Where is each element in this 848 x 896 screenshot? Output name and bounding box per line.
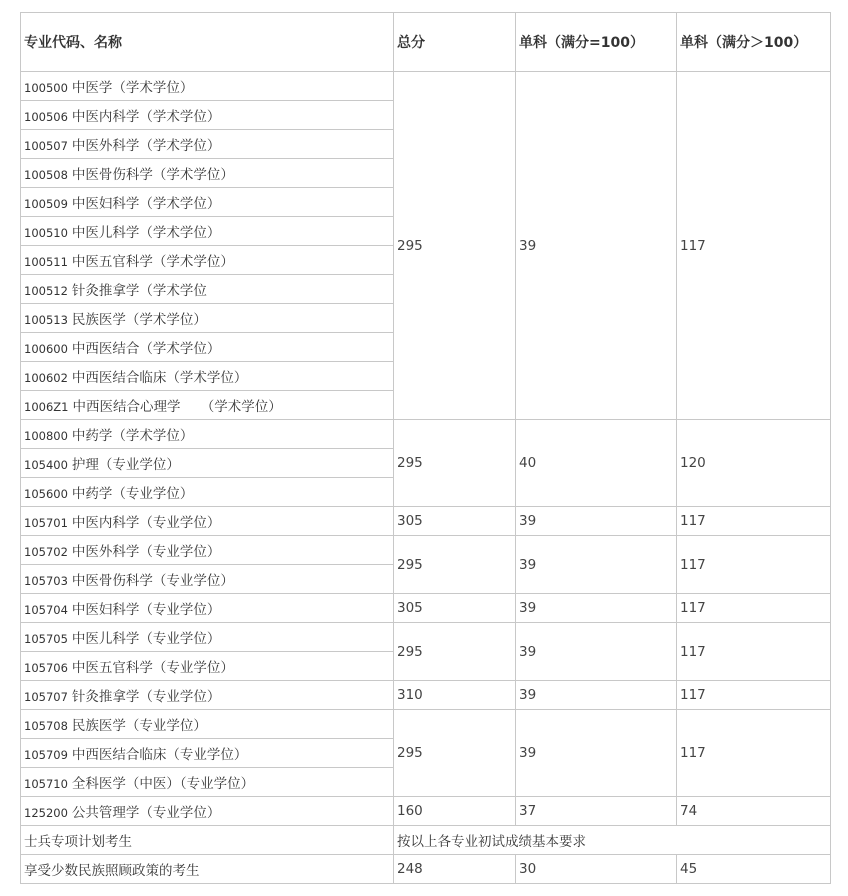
single-100-score: 39	[516, 536, 677, 594]
major-name: 公共管理学（专业学位）	[71, 805, 221, 821]
total-score: 295	[394, 536, 516, 594]
major-cell	[21, 420, 394, 449]
single-gt100-score: 117	[677, 594, 831, 623]
major-cell	[21, 797, 394, 826]
major-name: 中西医结合心理学 （学术学位）	[72, 399, 282, 415]
major-name: 中西医结合临床（专业学位）	[71, 747, 248, 763]
total-score: 160	[394, 797, 516, 826]
major-name: 中医骨伤科学（专业学位）	[71, 573, 234, 589]
major-cell	[21, 739, 394, 768]
major-code: 105708	[24, 719, 68, 733]
major-code: 100511	[24, 255, 68, 269]
single-100-score: 39	[516, 72, 677, 420]
major-cell	[21, 159, 394, 188]
major-cell	[21, 449, 394, 478]
major-code: 105705	[24, 632, 68, 646]
major-cell	[21, 362, 394, 391]
major-code: 1006Z1	[24, 400, 69, 414]
single-gt100-score: 117	[677, 710, 831, 797]
total-score: 295	[394, 420, 516, 507]
minority-label: 享受少数民族照顾政策的考生	[21, 855, 394, 884]
major-cell	[21, 217, 394, 246]
major-code: 105706	[24, 661, 68, 675]
major-name: 针灸推拿学（学术学位	[71, 283, 207, 299]
major-name: 中医妇科学（专业学位）	[71, 602, 221, 618]
major-name: 中医儿科学（专业学位）	[71, 631, 221, 647]
major-cell	[21, 652, 394, 681]
major-cell	[21, 304, 394, 333]
major-code: 100513	[24, 313, 68, 327]
table-row	[21, 681, 831, 710]
major-cell	[21, 188, 394, 217]
major-cell	[21, 72, 394, 101]
major-cell	[21, 275, 394, 304]
major-cell	[21, 710, 394, 739]
major-name: 全科医学（中医）（专业学位）	[71, 776, 255, 792]
single-100-score: 39	[516, 594, 677, 623]
single-100-score: 40	[516, 420, 677, 507]
major-code: 105704	[24, 603, 68, 617]
total-score: 305	[394, 594, 516, 623]
major-code: 100508	[24, 168, 68, 182]
major-name: 中医妇科学（学术学位）	[71, 196, 221, 212]
single-gt100-score: 120	[677, 420, 831, 507]
major-name: 中医内科学（学术学位）	[71, 109, 221, 125]
total-score: 295	[394, 623, 516, 681]
major-name: 中医内科学（专业学位）	[71, 515, 221, 531]
major-code: 125200	[24, 806, 68, 820]
major-cell	[21, 536, 394, 565]
single-gt100-score: 117	[677, 536, 831, 594]
single-100-score: 39	[516, 623, 677, 681]
total-score: 248	[394, 855, 516, 884]
major-code: 105710	[24, 777, 68, 791]
single-gt100-score: 117	[677, 72, 831, 420]
table-row	[21, 797, 831, 826]
header-single-100: 单科（满分=100）	[516, 13, 677, 72]
major-name: 中医五官科学（专业学位）	[71, 660, 234, 676]
single-gt100-score: 117	[677, 681, 831, 710]
table-body	[21, 72, 831, 884]
major-code: 100602	[24, 371, 68, 385]
single-gt100-score: 117	[677, 507, 831, 536]
total-score: 310	[394, 681, 516, 710]
major-name: 中医骨伤科学（学术学位）	[71, 167, 234, 183]
table-row	[21, 507, 831, 536]
header-row	[21, 13, 831, 72]
major-name: 中医学（学术学位）	[71, 80, 194, 96]
major-code: 100507	[24, 139, 68, 153]
major-cell	[21, 333, 394, 362]
major-cell	[21, 130, 394, 159]
minority-row	[21, 855, 831, 884]
table-row	[21, 72, 831, 101]
major-name: 中西医结合（学术学位）	[71, 341, 221, 357]
single-gt100-score: 45	[677, 855, 831, 884]
major-name: 中西医结合临床（学术学位）	[71, 370, 248, 386]
single-100-score: 39	[516, 681, 677, 710]
major-cell	[21, 565, 394, 594]
header-major: 专业代码、名称	[21, 13, 394, 72]
score-table	[20, 12, 831, 884]
major-code: 100510	[24, 226, 68, 240]
major-cell	[21, 507, 394, 536]
major-name: 中医外科学（学术学位）	[71, 138, 221, 154]
major-code: 100509	[24, 197, 68, 211]
major-code: 105702	[24, 545, 68, 559]
major-code: 105400	[24, 458, 68, 472]
major-cell	[21, 594, 394, 623]
soldier-note: 按以上各专业初试成绩基本要求	[394, 826, 831, 855]
major-cell	[21, 478, 394, 507]
major-cell	[21, 101, 394, 130]
soldier-label: 士兵专项计划考生	[21, 826, 394, 855]
major-code: 100600	[24, 342, 68, 356]
major-code: 105703	[24, 574, 68, 588]
single-gt100-score: 74	[677, 797, 831, 826]
major-name: 中药学（学术学位）	[71, 428, 194, 444]
major-name: 民族医学（学术学位）	[71, 312, 207, 328]
table-row	[21, 594, 831, 623]
major-name: 针灸推拿学（专业学位）	[71, 689, 221, 705]
major-code: 105701	[24, 516, 68, 530]
major-name: 中医外科学（专业学位）	[71, 544, 221, 560]
table-row	[21, 623, 831, 652]
major-code: 100500	[24, 81, 68, 95]
major-name: 中药学（专业学位）	[71, 486, 194, 502]
single-100-score: 30	[516, 855, 677, 884]
major-name: 民族医学（专业学位）	[71, 718, 207, 734]
total-score: 295	[394, 72, 516, 420]
major-name: 中医五官科学（学术学位）	[71, 254, 234, 270]
major-code: 105707	[24, 690, 68, 704]
table-row	[21, 536, 831, 565]
major-cell	[21, 246, 394, 275]
major-cell	[21, 768, 394, 797]
soldier-row	[21, 826, 831, 855]
major-code: 105709	[24, 748, 68, 762]
header-single-gt100: 单科（满分＞100）	[677, 13, 831, 72]
total-score: 305	[394, 507, 516, 536]
major-code: 100800	[24, 429, 68, 443]
table-row	[21, 420, 831, 449]
single-gt100-score: 117	[677, 623, 831, 681]
major-name: 中医儿科学（学术学位）	[71, 225, 221, 241]
single-100-score: 37	[516, 797, 677, 826]
major-code: 105600	[24, 487, 68, 501]
major-code: 100506	[24, 110, 68, 124]
major-cell	[21, 681, 394, 710]
major-cell	[21, 623, 394, 652]
major-cell	[21, 391, 394, 420]
total-score: 295	[394, 710, 516, 797]
major-name: 护理（专业学位）	[71, 457, 180, 473]
single-100-score: 39	[516, 710, 677, 797]
table-row	[21, 710, 831, 739]
header-total: 总分	[394, 13, 516, 72]
major-code: 100512	[24, 284, 68, 298]
single-100-score: 39	[516, 507, 677, 536]
